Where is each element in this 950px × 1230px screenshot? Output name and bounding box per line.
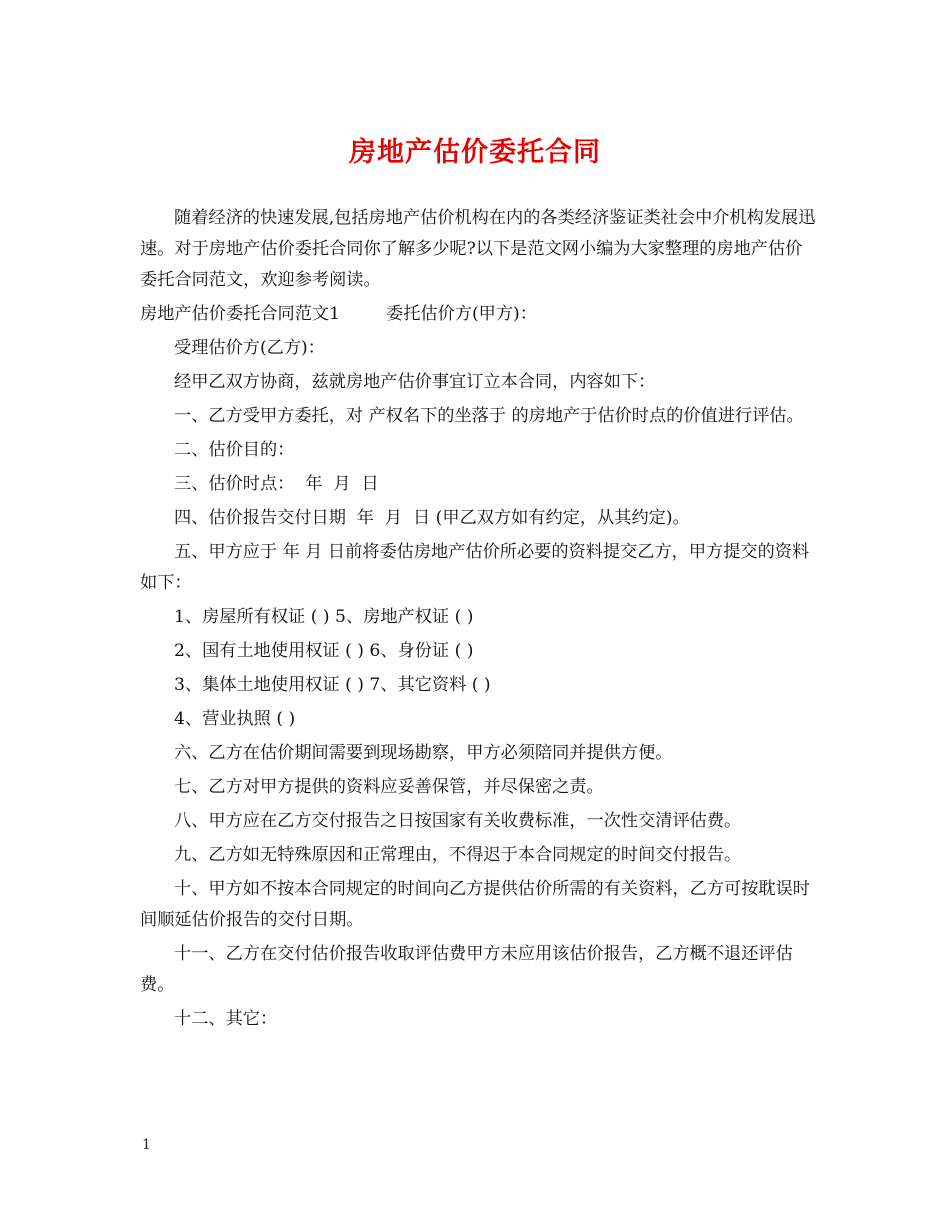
clause-4: 四、估价报告交付日期 年 月 日 (甲乙双方如有约定，从其约定)。 (174, 508, 690, 528)
clause-8: 八、甲方应在乙方交付报告之日按国家有关收费标准，一次性交清评估费。 (174, 811, 742, 831)
doc-list-item: 4、营业执照 ( ) (174, 709, 296, 729)
clause-1: 一、乙方受甲方委托，对 产权名下的坐落于 的房地产于估价时点的价值进行评估。 (174, 406, 804, 426)
sample-heading-line (140, 299, 816, 330)
clause-11: 十一、乙方在交付估价报告收取评估费甲方未应用该估价报告，乙方概不退还评估费。 (140, 944, 793, 995)
document-title: 房地产估价委托合同 (349, 137, 601, 168)
clause-7: 七、乙方对甲方提供的资料应妥善保管，并尽保密之责。 (174, 777, 604, 797)
clause-9: 九、乙方如无特殊原因和正常理由，不得迟于本合同规定的时间交付报告。 (174, 845, 742, 865)
clause-3: 三、估价时点： 年 月 日 (174, 474, 379, 494)
doc-list-item: 1、房屋所有权证 ( ) 5、房地产权证 ( ) (174, 607, 474, 627)
sample-heading: 房地产估价委托合同范文1 (140, 304, 340, 324)
clause-10: 十、甲方如不按本合同规定的时间向乙方提供估价所需的有关资料，乙方可按耽误时间顺延估价报告的交付日期。 (140, 879, 810, 930)
party-a-label: 委托估价方(甲方)： (386, 304, 537, 324)
doc-list-item: 3、集体土地使用权证 ( ) 7、其它资料 ( ) (174, 675, 491, 695)
party-b-label: 受理估价方(乙方)： (174, 338, 325, 358)
document-body (140, 203, 816, 1038)
doc-list-item: 2、国有土地使用权证 ( ) 6、身份证 ( ) (174, 641, 474, 661)
page-number: 1 (142, 1137, 151, 1153)
clause-6: 六、乙方在估价期间需要到现场勘察，甲方必须陪同并提供方便。 (174, 743, 673, 763)
clause-5: 五、甲方应于 年 月 日前将委估房地产估价所必要的资料提交乙方，甲方提交的资料如下： (140, 542, 810, 593)
clause-12: 十二、其它： (174, 1009, 278, 1029)
preamble: 经甲乙双方协商，兹就房地产估价事宜订立本合同，内容如下： (174, 372, 656, 392)
clause-2: 二、估价目的： (174, 440, 295, 460)
intro-paragraph: 随着经济的快速发展,包括房地产估价机构在内的各类经济鉴证类社会中介机构发展迅速。对于房地产估价委托合同你了解多少呢?以下是范文网小编为大家整理的房地产估价委托合同范文，欢迎参考阅读。 (140, 208, 816, 290)
